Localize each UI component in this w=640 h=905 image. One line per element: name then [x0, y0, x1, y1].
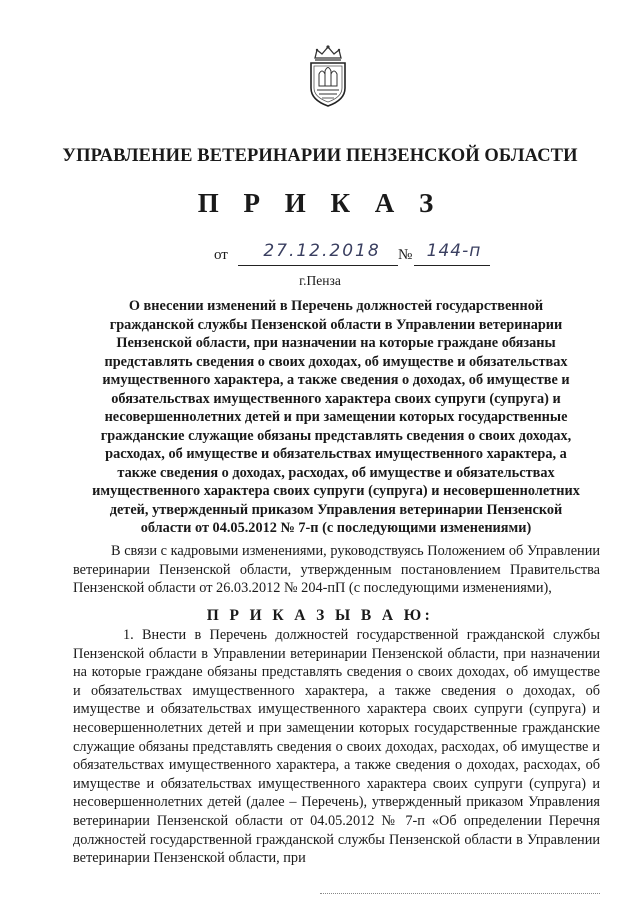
preamble-paragraph — [73, 542, 600, 598]
document-number-handwritten: 144-п — [426, 241, 482, 261]
city-name: г.Пенза — [299, 273, 341, 288]
number-underline — [414, 265, 490, 266]
document-title: О внесении изменений в Перечень должностей государственной гражданской службы Пензенской области в Управлении ветеринарии Пензенской области, при назначении на которые граждане обязаны представлять сведения о своих доходах, об имуществе и обязательствах имущественного характера, а также сведения о доходах, об имуществе и обязательствах имущественного характера своих супруги (супруга) и несовершеннолетних детей и при замещении которых государственные гражданские служащие обязаны представлять сведения о своих доходах, расходах, об имуществе и обязательствах имущественного характера, а также сведения о доходах, расходах, об имуществе и обязательствах имущественного характера своих супруги (супруга) и несовершеннолетних детей, утвержденный приказом Управления ветеринарии Пензенской области от 04.05.2012 № 7-п (с последующими изменениями) — [92, 298, 580, 536]
number-label: № — [398, 247, 413, 263]
document-date-handwritten: 27.12.2018 — [263, 241, 381, 261]
date-label: от — [214, 247, 228, 263]
penza-coat-of-arms-emblem — [303, 44, 353, 108]
item-1-text: 1. Внести в Перечень должностей государственной гражданской службы Пензенской области в Управлении ветеринарии Пензенской области, при назначении на которые граждане обязаны представлять сведения о своих доходах, об имуществе и обязательствах имущественного характера, а также сведения о доходах, об имуществе и обязательствах имущественного характера своих супруги (супруга) и несовершеннолетних детей и при замещении которых государственные гражданские служащие обязаны представлять сведения о своих доходах, расходах, об имуществе и обязательствах имущественного характера, а также сведения о доходах, расходах, об имуществе и обязательствах имущественного характера своих супруги (супруга) и несовершеннолетних детей (далее – Перечень), утвержденный приказом Управления ветеринарии Пензенской области от 04.05.2012 № 7-п «Об определении Перечня должностей государственной гражданской службы Пензенской области в Управлении ветеринарии Пензенской области, при — [73, 627, 600, 867]
order-declaration: П Р И К А З Ы В А Ю: — [206, 607, 434, 624]
page-bottom-divider — [320, 893, 600, 894]
organization-name: УПРАВЛЕНИЕ ВЕТЕРИНАРИИ ПЕНЗЕНСКОЙ ОБЛАСТИ — [62, 146, 578, 166]
document-date-number-line — [214, 241, 514, 269]
document-type-heading: П Р И К А З — [197, 188, 443, 218]
preamble-text: В связи с кадровыми изменениями, руководствуясь Положением об Управлении ветеринарии Пензенской области, утвержденным постановлением Правительства Пензенской области от 26.03.2012 № 204-пП (с последующими изменениями), — [73, 543, 600, 597]
item-1-paragraph — [73, 626, 600, 868]
date-underline — [238, 265, 398, 266]
